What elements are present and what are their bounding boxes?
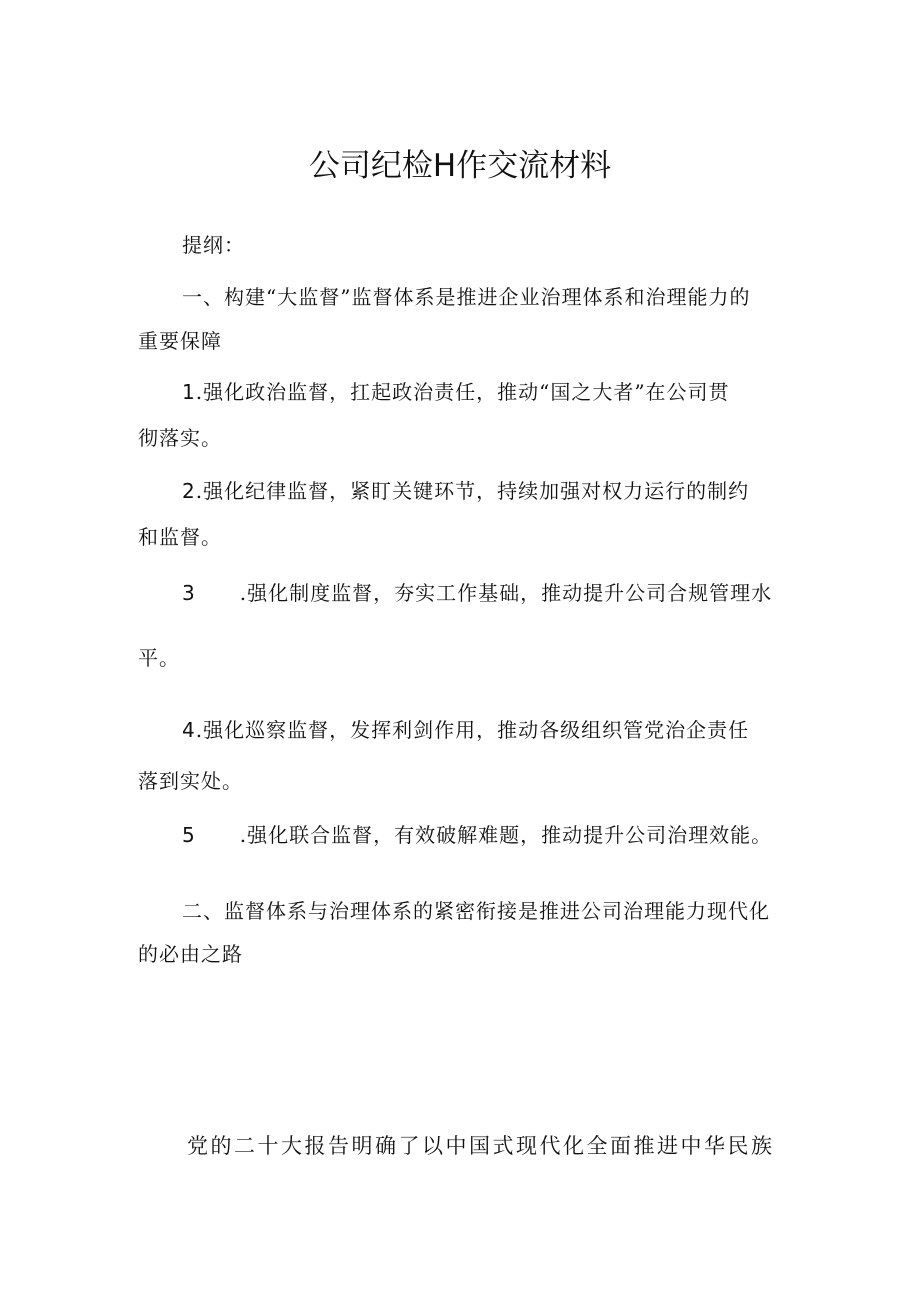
list-item-number: 3 — [182, 581, 196, 605]
list-item-5 — [182, 821, 772, 849]
list-item-2 — [182, 477, 749, 505]
section2-heading-line2: 的必由之路 — [138, 942, 243, 966]
list-item-text: .强化政治监督，扛起政治责任，推动“国之大者”在公司贯 — [195, 380, 730, 404]
list-item-number: 1 — [182, 380, 196, 404]
list-item-4 — [182, 716, 749, 744]
list-item-text: .强化联合监督，有效破解难题，推动提升公司治理效能。 — [239, 823, 773, 847]
list-item-3 — [182, 579, 772, 607]
list-item-4-continuation: 落到实处。 — [138, 769, 243, 793]
list-item-number: 4 — [182, 718, 196, 742]
list-item-text: .强化纪律监督，紧盯关键环节，持续加强对权力运行的制约 — [195, 479, 750, 503]
list-item-3-continuation: 平。 — [138, 646, 180, 670]
section1-heading-line1: 一、构建“大监督”监督体系是推进企业治理体系和治理能力的 — [182, 285, 751, 309]
list-item-text: .强化巡察监督，发挥利剑作用，推动各级组织管党治企责任 — [195, 718, 750, 742]
list-item-number: 2 — [182, 479, 196, 503]
list-item-2-continuation: 和监督。 — [138, 525, 222, 549]
list-item-1-continuation: 彻落实。 — [138, 426, 222, 450]
list-item-text: .强化制度监督，夯实工作基础，推动提升公司合规管理水 — [239, 581, 773, 605]
outline-label: 提纲： — [182, 233, 245, 257]
document-title: 公司纪检H作交流材料 — [308, 148, 612, 184]
body-paragraph-start: 党的二十大报告明确了以中国式现代化全面推进中华民族 — [187, 1134, 775, 1158]
list-item-number: 5 — [182, 823, 196, 847]
list-item-1 — [182, 378, 730, 406]
section2-heading-line1: 二、监督体系与治理体系的紧密衔接是推进公司治理能力现代化 — [182, 899, 770, 923]
section1-heading-line2: 重要保障 — [138, 329, 222, 353]
